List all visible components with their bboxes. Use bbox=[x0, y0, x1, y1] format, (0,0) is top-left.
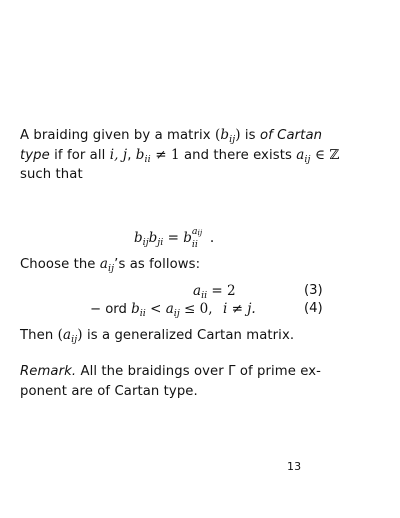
definition-line-3: such that bbox=[20, 167, 83, 182]
of-cartan-emphasis: of Cartan bbox=[259, 128, 323, 143]
equation-3-number: (3) bbox=[304, 283, 323, 298]
remark-line-1: Remark. All the braidings over Γ of prime ex- bbox=[20, 364, 321, 379]
conclusion-line: Then $(a_{ij})$ is a generalized Cartan matrix. bbox=[20, 327, 295, 345]
type-emphasis: type bbox=[20, 148, 50, 163]
definition-line-1: A braiding given by a matrix $(b_{ij})$ is of Cartan bbox=[20, 127, 323, 145]
equation-4: − ord $b_{ii} < a_{ij} \le 0$, bbox=[90, 301, 213, 319]
definition-line-2: type if for all i, j, $b_{ii} \ne 1$ and there exists $a_{ij}$ ∈ ℤ bbox=[20, 147, 340, 165]
remark-label: Remark. bbox=[20, 364, 77, 379]
braiding-equation: $b_{ij}b_{ji} = b$ aij ii . bbox=[134, 226, 215, 250]
equation-3: $a_{ii} = 2$ bbox=[193, 283, 236, 301]
equation-4-number: (4) bbox=[304, 301, 323, 316]
choose-line: Choose the $a_{ij}’s$ as follows: bbox=[20, 256, 201, 274]
equation-4-condition: i ≠ j. bbox=[223, 301, 256, 317]
remark-line-2: ponent are of Cartan type. bbox=[20, 384, 198, 399]
page-number: 13 bbox=[287, 460, 302, 473]
